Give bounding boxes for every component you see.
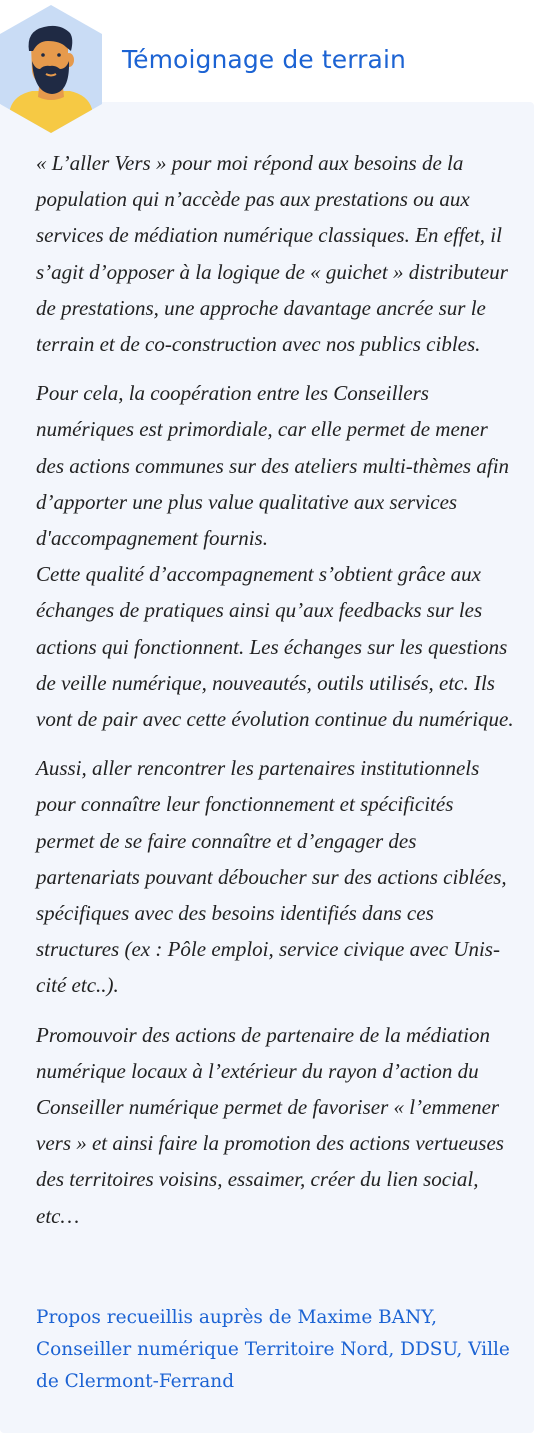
quote-paragraph: Promouvoir des actions de partenaire de la médiation numérique locaux à l’extérieur du rayon d’action du Conseiller numérique permet de favoriser « l’emmener vers » et ainsi faire la promotion des actions vertueuses des territoires voisins, essaimer, créer du lien social, etc… — [36, 1022, 504, 1228]
quote-paragraph: Cette qualité d’accompagnement s’obtient grâce aux échanges de pratiques ainsi qu’aux feedbacks sur les actions qui fonctionnent. Les échanges sur les questions de veille numérique, nouveautés, outils utilisés, etc. Ils vont de pair avec cette évolution continue du numérique. — [36, 562, 514, 732]
bearded-man-avatar-icon — [0, 5, 102, 133]
quote-paragraph: Aussi, aller rencontrer les partenaires institutionnels pour connaître leur fonctionnement et spécificités permet de se faire connaître et d’engager des partenariats pouvant déboucher sur des actions ciblées, spécifiques avec des besoins identifiés dans ces structures (ex : Pôle emploi, service civique avec Unis-cité etc..). — [36, 756, 507, 998]
quote-paragraph: Pour cela, la coopération entre les Conseillers numériques est primordiale, car elle permet de mener des actions communes sur des ateliers multi-thèmes afin d’apporter une plus value qualitative aux services d'accompagnement fournis. — [36, 381, 510, 551]
testimonial-title: Témoignage de terrain — [122, 45, 406, 74]
quote-paragraph: « L’aller Vers » pour moi répond aux besoins de la population qui n’accède pas aux prestations ou aux services de médiation numérique classiques. En effet, il s’agit d’opposer à la logique de « guichet » distributeur de prestations, une approche davantage ancrée sur le terrain et de co-construction avec nos publics cibles. — [36, 151, 508, 357]
testimonial-attribution: Propos recueillis auprès de Maxime BANY, Conseiller numérique Territoire Nord, DDSU, Ville de Clermont-Ferrand — [36, 1307, 510, 1392]
testimonial-header — [0, 0, 534, 102]
testimonial-quote — [36, 145, 516, 1247]
